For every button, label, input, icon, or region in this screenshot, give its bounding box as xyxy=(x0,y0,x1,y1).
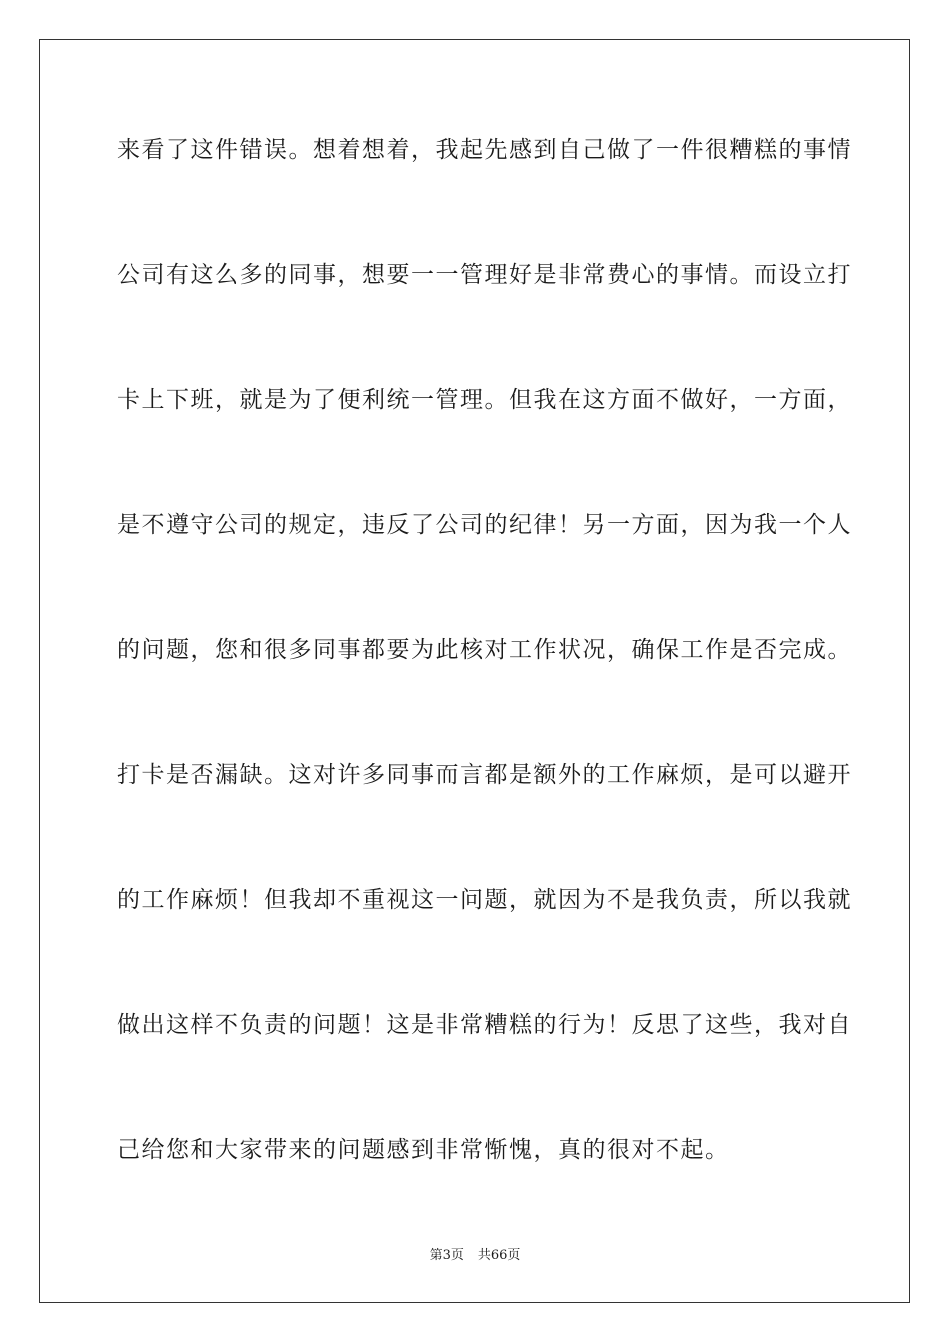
text-line: 的工作麻烦！但我却不重视这一问题，就因为不是我负责，所以我就 xyxy=(117,887,852,913)
text-line: 是不遵守公司的规定，违反了公司的纪律！另一方面，因为我一个人 xyxy=(117,512,852,538)
text-line: 做出这样不负责的问题！这是非常糟糕的行为！反思了这些，我对自 xyxy=(117,1012,852,1038)
page-number: 第3页 xyxy=(429,1248,464,1263)
page-footer xyxy=(0,1247,950,1265)
page-total: 共66页 xyxy=(477,1248,521,1263)
text-line: 的问题，您和很多同事都要为此核对工作状况，确保工作是否完成。 xyxy=(117,637,852,663)
text-line: 己给您和大家带来的问题感到非常惭愧，真的很对不起。 xyxy=(117,1137,730,1163)
text-line: 卡上下班，就是为了便利统一管理。但我在这方面不做好，一方面， xyxy=(117,387,852,413)
text-line: 打卡是否漏缺。这对许多同事而言都是额外的工作麻烦，是可以避开 xyxy=(117,762,852,788)
document-body xyxy=(117,132,852,1257)
text-line: 公司有这么多的同事，想要一一管理好是非常费心的事情。而设立打 xyxy=(117,262,852,288)
text-line: 来看了这件错误。想着想着，我起先感到自己做了一件很糟糕的事情 xyxy=(117,137,852,163)
